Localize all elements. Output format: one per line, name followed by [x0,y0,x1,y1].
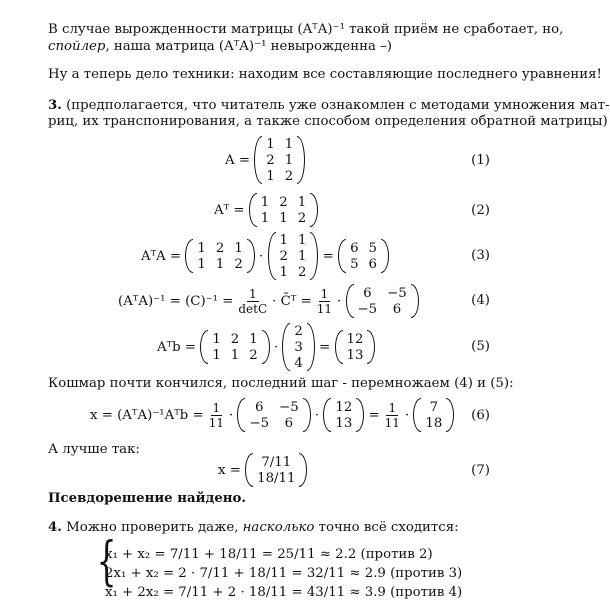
eq4-mid: · C̄ᵀ = [272,293,312,309]
matrix-cell: 1 [284,136,294,152]
matrix-cell: 2 [215,240,225,256]
section-3-line-1 [48,97,610,114]
matrix-cell: 1 [279,210,288,226]
matrix-cell: 18 [425,415,443,431]
matrix-cell: 18/11 [257,470,296,486]
matrix-cell: 1 [230,347,240,363]
eq4-dot: · [337,293,342,309]
matrix-cell: 1 [266,136,275,152]
equation-7 [218,453,307,487]
matrix-cell: 2 [284,168,294,184]
matrix-cell: 7 [429,399,439,415]
equation-3 [141,232,389,280]
eq7-number: (7) [471,463,490,478]
eq4-frac-1-den: detC [238,301,268,316]
matrix-cell: 2 [297,210,307,226]
matrix-AT [249,193,318,227]
matrix-cell: 1 [234,240,243,256]
matrix-cell: −5 [357,301,378,317]
eq7-lhs: x = [218,462,241,478]
intro-line-2-rest: , наша матрица (AᵀA)⁻¹ невырожденна –) [105,39,392,54]
section-4-em: насколько [242,520,315,535]
eq3-number: (3) [471,248,490,263]
matrix-cell: 1 [212,347,221,363]
eq5-dot: · [273,339,279,355]
matrix-cell: 13 [346,347,364,363]
matrix-cell: 1 [279,264,288,280]
eq4-lhs: (AᵀA)⁻¹ = (C)⁻¹ = [118,293,234,309]
vector-ATb-2 [323,398,364,432]
system-line-1: x₁ + x₂ = 7/11 + 18/11 = 25/11 ≈ 2.2 (против 2) [105,547,433,562]
matrix-cell: 12 [335,399,353,415]
eq6-frac-2-num: 1 [388,400,397,415]
matrix-cell: 2 [234,256,243,272]
matrix-cell: 2 [294,323,303,339]
eq6-frac-1-den: 11 [208,415,224,430]
matrix-cell: 6 [363,285,372,301]
matrix-cell: 2 [297,264,307,280]
matrix-cell: 1 [197,240,206,256]
matrix-AT-2 [185,239,254,273]
eq2-number: (2) [471,203,490,218]
matrix-cell: 13 [335,415,353,431]
equation-1 [225,136,305,184]
eq4-frac-2 [315,287,334,316]
matrix-cell: 1 [284,152,294,168]
section-3-text-1: (предполагается, что читатель уже ознакомлен с методами умножения мат- [61,98,610,113]
vector-x [245,453,307,487]
eq6-frac-1-num: 1 [212,400,221,415]
eq5-number: (5) [471,339,490,354]
matrix-Cinv [346,284,419,318]
matrix-cell: 4 [294,355,303,371]
eq6-frac-2 [383,401,402,430]
spoiler-word: спойлер [48,39,106,54]
equation-4 [118,284,419,318]
intro-line-3: Ну а теперь дело техники: находим все составляющие последнего уравнения! [48,67,602,82]
matrix-cell: 1 [215,256,225,272]
eq1-lhs: A = [225,152,250,168]
equation-5 [157,323,375,371]
matrix-cell: 1 [297,248,307,264]
matrix-cell: 1 [297,232,307,248]
matrix-cell: 1 [297,194,307,210]
vector-result [413,398,454,432]
eq5-equals: = [319,339,331,355]
eq6-dot-1: · [228,407,234,423]
eq3-dot: · [259,248,264,264]
matrix-cell: 6 [255,399,264,415]
intro-line-1: В случае вырожденности матрицы (AᵀA)⁻¹ такой приём не сработает, но, [48,22,564,37]
eq3-equals: = [322,248,334,264]
matrix-cell: 2 [279,248,288,264]
matrix-cell: 6 [284,415,294,431]
system-brace: { [96,532,117,592]
section-4-text-a: Можно проверить даже, [61,520,243,535]
matrix-cell: −5 [249,415,270,431]
eq3-lhs: AᵀA = [141,248,182,264]
matrix-cell: 1 [266,168,275,184]
eq6-lhs: x = (AᵀA)⁻¹Aᵀb = [90,407,204,423]
eq4-frac-2-num: 1 [320,286,329,301]
eq4-frac-1 [236,287,269,316]
eq6-equals: = [368,407,380,423]
eq6-number: (6) [471,408,490,423]
matrix-cell: 1 [260,210,270,226]
matrix-A [254,136,305,184]
matrix-Cinv-2 [237,398,310,432]
matrix-AT-3 [200,330,269,364]
vector-ATb [335,330,376,364]
eq1-number: (1) [471,153,490,168]
section-3-number: 3. [48,98,62,113]
matrix-A-2 [268,232,319,280]
eq6-frac-1 [207,401,226,430]
matrix-cell: 2 [279,194,288,210]
eq4-frac-1-num: 1 [248,286,257,301]
equation-2 [214,193,318,227]
matrix-cell: 5 [350,256,359,272]
matrix-cell: 12 [346,331,364,347]
eq6-frac-2-den: 11 [384,415,400,430]
matrix-cell: 7/11 [261,454,292,470]
matrix-cell: −5 [279,399,299,415]
eq4-frac-2-den: 11 [316,301,333,316]
matrix-cell: 6 [350,240,359,256]
matrix-cell: 1 [212,331,221,347]
nightmare-text: Кошмар почти кончился, последний шаг - перемножаем (4) и (5): [48,376,514,391]
eq6-dot-3: · [404,407,410,423]
matrix-cell: 5 [368,240,378,256]
matrix-ATA [338,239,389,273]
matrix-cell: 6 [368,256,378,272]
matrix-cell: 2 [249,347,258,363]
section-3-line-2: риц, их транспонирования, а также способом определения обратной матрицы) [48,114,608,129]
better-text: А лучше так: [48,442,140,457]
matrix-cell: 1 [197,256,206,272]
matrix-cell: 1 [249,331,258,347]
matrix-cell: 1 [260,194,270,210]
eq2-lhs: Aᵀ = [214,202,245,218]
equation-6 [90,398,454,432]
eq5-lhs: Aᵀb = [157,339,197,355]
eq6-dot-2: · [314,407,320,423]
matrix-cell: 2 [230,331,240,347]
section-4-text-b: точно всё сходится: [314,520,459,535]
matrix-cell: 6 [392,301,402,317]
vector-b [282,323,314,371]
solution-found [48,490,504,507]
matrix-cell: −5 [387,285,407,301]
matrix-cell: 1 [279,232,288,248]
matrix-cell: 3 [294,339,303,355]
solution-found-bold: Псевдорешение найдено. [48,491,247,506]
system-line-2: 2x₁ + x₂ = 2 · 7/11 + 18/11 = 32/11 ≈ 2.9 (против 3) [105,566,463,581]
matrix-cell: 2 [266,152,275,168]
eq4-number: (4) [471,293,490,308]
section-4-number: 4. [48,520,62,535]
system-line-3: x₁ + 2x₂ = 7/11 + 2 · 18/11 = 43/11 ≈ 3.9 (против 4) [105,585,463,600]
intro-line-2 [48,38,504,55]
